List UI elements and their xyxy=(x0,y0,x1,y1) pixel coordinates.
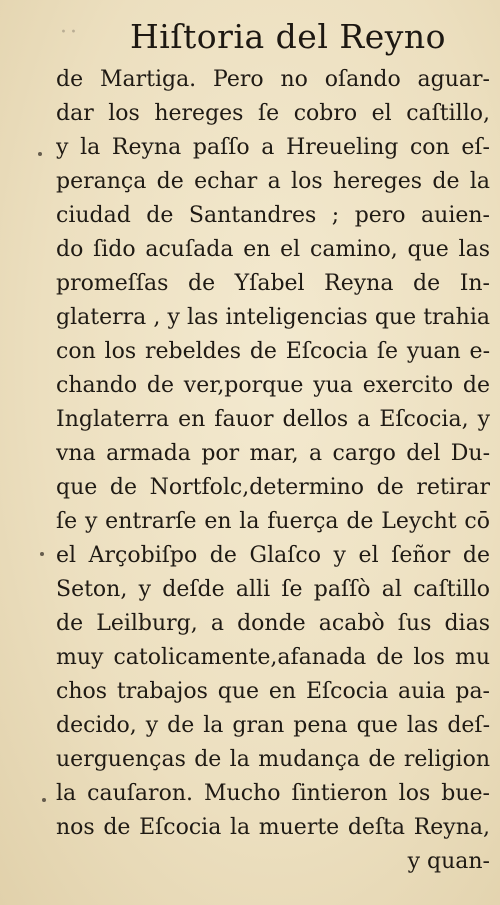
text-line: do ſido acuſada en el camino, que las xyxy=(56,237,490,262)
text-line: ſe y entrarſe en la fuerça de Leycht cō xyxy=(56,509,490,534)
catchword: y quan- xyxy=(407,849,490,874)
running-header xyxy=(0,14,500,60)
text-line: de Martiga. Pero no oſando aguar- xyxy=(56,67,490,92)
text-line: chos trabajos que en Eſcocia auia pa- xyxy=(56,679,490,704)
text-line: con los rebeldes de Eſcocia ſe yuan e- xyxy=(56,339,490,364)
text-line: glaterra , y las inteligencias que trahia xyxy=(56,305,490,330)
text-line: la cauſaron. Mucho ſintieron los bue- xyxy=(56,781,490,806)
text-line: que de Nortfolc,determino de retirar xyxy=(56,475,490,500)
running-title: Hiſtoria del Reyno xyxy=(130,17,447,56)
text-line: y la Reyna paſſo a Hreueling con eſ- xyxy=(56,135,490,160)
margin-ink-dot xyxy=(38,152,42,156)
text-line: decido, y de la gran pena que las deſ- xyxy=(56,713,490,738)
text-line: el Arçobiſpo de Glaſco y el ſeñor de xyxy=(56,543,490,568)
text-line: Inglaterra en fauor dellos a Eſcocia, y xyxy=(56,407,490,432)
text-line: nos de Eſcocia la muerte deſta Reyna, xyxy=(56,815,490,840)
text-line: Seton, y deſde alli ſe paſſò al caſtillo xyxy=(56,577,490,602)
margin-ink-dot xyxy=(42,798,46,802)
text-line: perança de echar a los hereges de la xyxy=(56,169,490,194)
text-line: vna armada por mar, a cargo del Du- xyxy=(56,441,490,466)
page-number-smudge: ·· xyxy=(60,20,80,45)
text-line: de Leilburg, a donde acabò ſus dias xyxy=(56,611,490,636)
text-line: muy catolicamente,afanada de los mu xyxy=(56,645,490,670)
text-line: uerguenças de la mudança de religion xyxy=(56,747,490,772)
margin-ink-dot xyxy=(40,552,44,556)
text-line: ciudad de Santandres ; pero auien- xyxy=(56,203,490,228)
text-line: dar los hereges ſe cobro el caſtillo, xyxy=(56,101,490,126)
text-line: chando de ver,porque yua exercito de xyxy=(56,373,490,398)
text-line: promeſſas de Yſabel Reyna de In- xyxy=(56,271,490,296)
